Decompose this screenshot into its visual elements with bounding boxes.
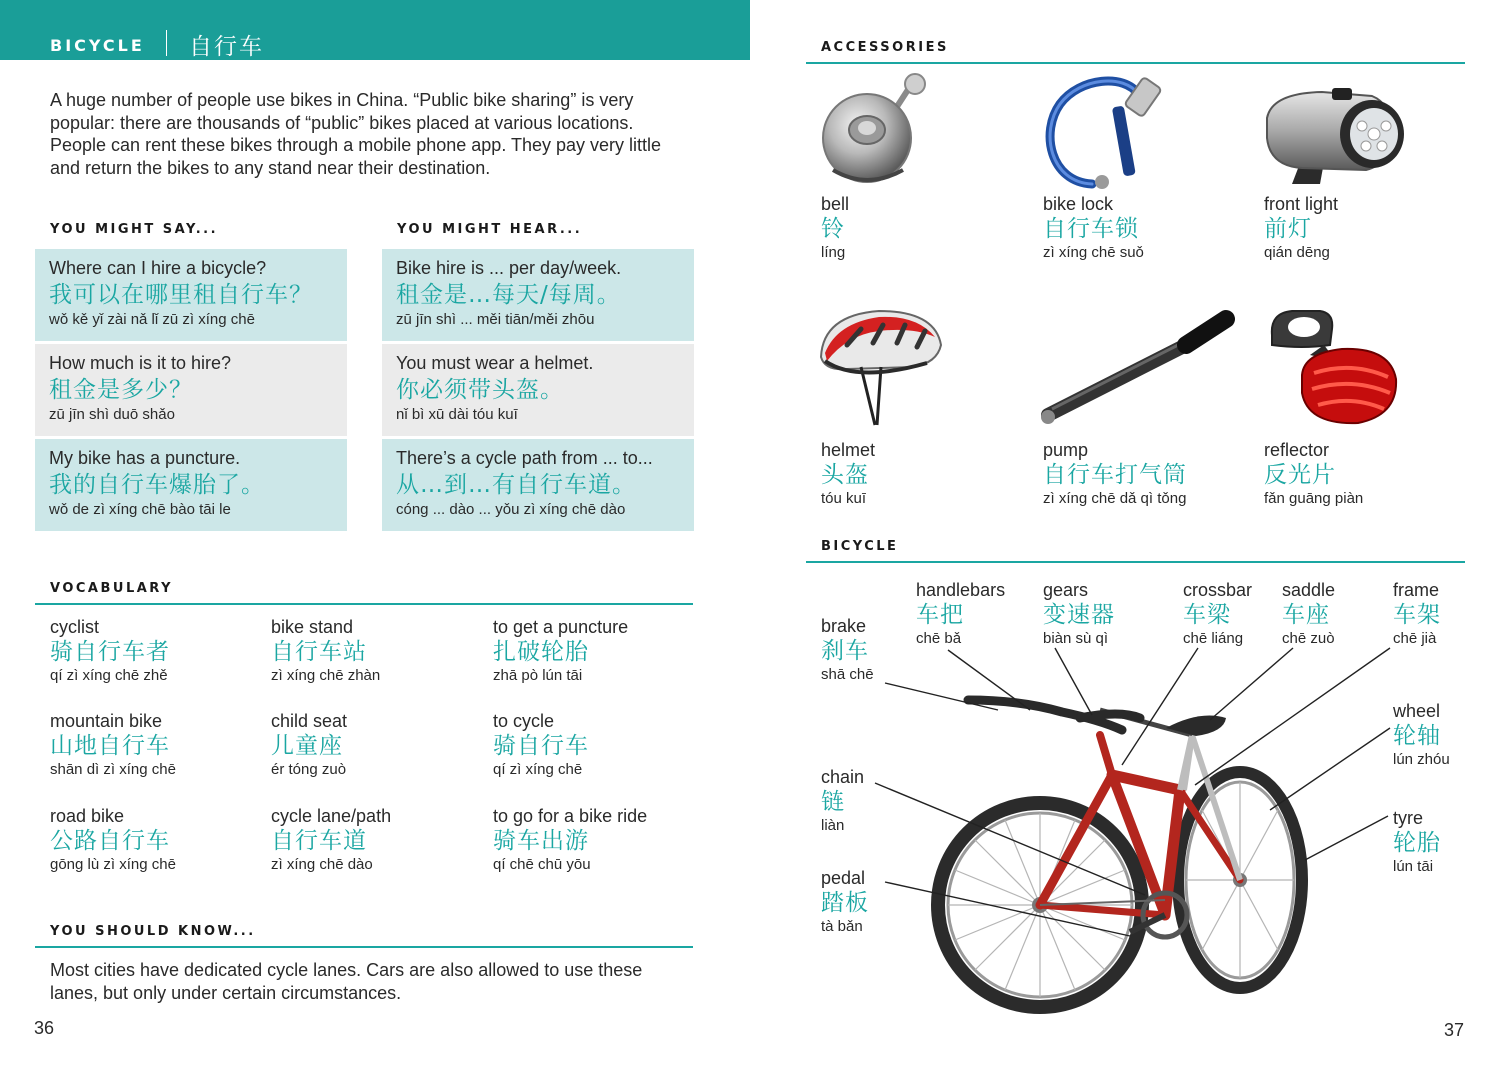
phrase-english: My bike has a puncture. [49,448,241,468]
vocab-english: to get a puncture [493,617,629,637]
accessory-pinyin: qián dēng [1264,244,1330,261]
part-english: saddle [1282,580,1336,600]
page-number-right: 37 [1444,1020,1465,1040]
accessory-english: helmet [821,440,876,460]
vocab-chinese: 公路自行车 [50,828,170,854]
accessory-item [1264,193,1464,263]
vocab-item [493,616,713,686]
part-english: pedal [821,868,866,888]
accessory-chinese: 反光片 [1264,462,1336,488]
part-chinese: 刹车 [821,638,869,664]
part-chinese: 车梁 [1183,602,1231,628]
accessory-item [821,439,1021,509]
part-label-handlebars [916,579,1005,649]
accessory-pinyin: líng [821,244,846,261]
vocab-pinyin: gōng lù zì xíng chē [50,856,176,873]
part-label-saddle [1282,579,1335,649]
part-chinese: 踏板 [821,890,869,916]
part-english: tyre [1393,808,1424,828]
accessory-chinese: 自行车锁 [1043,216,1139,242]
section-header [0,0,750,60]
part-label-chain [821,766,864,836]
vocab-pinyin: zì xíng chē zhàn [271,667,381,684]
section-title: BICYCLE [50,36,145,55]
accessory-pinyin: zì xíng chē suǒ [1043,244,1144,261]
part-chinese: 变速器 [1043,602,1115,628]
bicycle-heading: BICYCLE [821,539,899,554]
vocab-item [271,805,491,875]
hear-phrase [382,439,694,531]
part-chinese: 车把 [916,602,964,628]
part-pinyin: chē jià [1393,630,1437,647]
part-pinyin: lún tāi [1393,858,1434,875]
say-phrase [35,439,347,531]
part-chinese: 链 [821,789,845,815]
vocab-english: child seat [271,711,348,731]
vocabulary-heading: VOCABULARY [50,581,174,596]
hear-phrase [382,249,694,341]
accessory-chinese: 铃 [821,216,845,242]
part-label-pedal [821,867,869,937]
phrase-pinyin: wǒ kě yǐ zài nǎ lǐ zū zì xíng chē [49,311,255,328]
part-chinese: 轮轴 [1393,723,1441,749]
part-label-tyre [1393,807,1441,877]
part-pinyin: tà bǎn [821,918,863,935]
helmet-image [817,305,943,429]
phrase-english: There’s a cycle path from ... to... [396,448,653,468]
part-pinyin: chē bǎ [916,630,962,647]
phrase-pinyin: cóng ... dào ... yǒu zì xíng chē dào [396,501,626,518]
section-title-chinese: 自行车 [189,34,264,60]
accessory-pinyin: tóu kuī [821,490,867,507]
part-label-wheel [1393,700,1450,770]
say-phrase [35,249,347,341]
accessory-chinese: 自行车打气筒 [1043,462,1187,488]
phrase-chinese: 我的自行车爆胎了。 [49,472,265,498]
accessory-english: reflector [1264,440,1330,460]
part-english: handlebars [916,580,1006,600]
vocab-pinyin: zì xíng chē dào [271,856,373,873]
part-english: crossbar [1183,580,1253,600]
part-label-gears [1043,579,1115,649]
vocab-chinese: 骑车出游 [493,828,589,854]
reflector-image [1262,305,1402,430]
know-heading: YOU SHOULD KNOW... [50,924,256,939]
vocab-english: mountain bike [50,711,163,731]
heading-rule [35,946,693,948]
accessory-chinese: 头盔 [821,462,869,488]
vocab-english: cycle lane/path [271,806,392,826]
vocab-item [50,616,270,686]
vocab-chinese: 扎破轮胎 [493,639,589,665]
part-chinese: 轮胎 [1393,830,1441,856]
heading-rule [35,603,693,605]
vocab-item [493,805,713,875]
part-english: chain [821,767,865,787]
hear-phrase [382,344,694,436]
vocab-chinese: 儿童座 [271,733,343,759]
title-separator [166,30,167,56]
accessory-english: bell [821,194,850,214]
say-phrase [35,344,347,436]
phrase-english: You must wear a helmet. [396,353,594,373]
accessory-item [1043,439,1243,509]
vocab-item [50,710,270,780]
bike-lock-image [1040,72,1170,192]
vocab-item [50,805,270,875]
part-pinyin: shā chē [821,666,874,683]
vocab-item [271,710,491,780]
vocab-english: bike stand [271,617,354,637]
accessory-pinyin: zì xíng chē dǎ qì tǒng [1043,490,1187,507]
part-label-crossbar [1183,579,1252,649]
vocab-english: to cycle [493,711,555,731]
phrase-chinese: 租金是多少？ [49,377,193,403]
vocab-pinyin: qí zì xíng chē [493,761,583,778]
phrase-chinese: 从…到…有自行车道。 [396,472,636,498]
part-label-frame [1393,579,1441,649]
part-pinyin: biàn sù qì [1043,630,1109,647]
bell-image [815,70,935,188]
part-chinese: 车座 [1282,602,1330,628]
phrase-pinyin: zū jīn shì ... měi tiān/měi zhōu [396,311,595,328]
vocab-chinese: 自行车站 [271,639,367,665]
say-heading: YOU MIGHT SAY... [50,222,219,237]
vocab-english: to go for a bike ride [493,806,648,826]
vocab-pinyin: qí chē chū yōu [493,856,591,873]
phrase-pinyin: nǐ bì xū dài tóu kuī [396,406,518,423]
part-pinyin: lún zhóu [1393,751,1450,768]
vocab-chinese: 骑自行车者 [50,639,170,665]
vocab-pinyin: zhā pò lún tāi [493,667,583,684]
vocab-english: cyclist [50,617,99,637]
intro-paragraph: A huge number of people use bikes in China. “Public bike sharing” is very popular: there are thousands of “public” bikes placed at various locations. People can rent these bikes through a mobile phone app. They pay very little and return the bikes to any stand near their destination. [50,90,662,178]
part-chinese: 车架 [1393,602,1441,628]
heading-rule [806,62,1465,64]
phrase-pinyin: zū jīn shì duō shǎo [49,406,175,423]
phrase-english: Where can I hire a bicycle? [49,258,267,278]
know-paragraph: Most cities have dedicated cycle lanes. Cars are also allowed to use these lanes, but only under certain circumstances. [50,960,643,1003]
page-number-left: 36 [34,1018,55,1038]
hear-heading: YOU MIGHT HEAR... [397,222,583,237]
front-light-image [1262,78,1412,190]
accessory-item [1043,193,1243,263]
phrase-chinese: 你必须带头盔。 [396,377,564,403]
vocab-chinese: 骑自行车 [493,733,589,759]
phrase-chinese: 租金是…每天/每周。 [396,282,621,308]
accessories-heading: ACCESSORIES [821,40,949,55]
phrase-chinese: 我可以在哪里租自行车？ [49,282,313,308]
phrase-english: How much is it to hire? [49,353,232,373]
vocab-pinyin: shān dì zì xíng chē [50,761,176,778]
pump-image [1040,305,1235,430]
accessory-item [821,193,1021,263]
phrase-english: Bike hire is ... per day/week. [396,258,622,278]
part-pinyin: chē liáng [1183,630,1244,647]
accessory-pinyin: fǎn guāng piàn [1264,490,1364,507]
vocab-english: road bike [50,806,125,826]
part-english: gears [1043,580,1089,600]
accessory-english: front light [1264,194,1339,214]
phrase-pinyin: wǒ de zì xíng chē bào tāi le [49,501,231,518]
part-english: wheel [1393,701,1441,721]
vocab-pinyin: ér tóng zuò [271,761,347,778]
vocab-item [271,616,491,686]
accessory-item [1264,439,1464,509]
accessory-chinese: 前灯 [1264,216,1312,242]
part-english: brake [821,616,867,636]
part-pinyin: liàn [821,817,845,834]
vocab-chinese: 自行车道 [271,828,367,854]
accessory-english: bike lock [1043,194,1114,214]
part-pinyin: chē zuò [1282,630,1335,647]
part-label-brake [821,615,874,685]
vocab-item [493,710,713,780]
accessory-english: pump [1043,440,1089,460]
vocab-pinyin: qí zì xíng chē zhě [50,667,168,684]
vocab-chinese: 山地自行车 [50,733,170,759]
part-english: frame [1393,580,1440,600]
